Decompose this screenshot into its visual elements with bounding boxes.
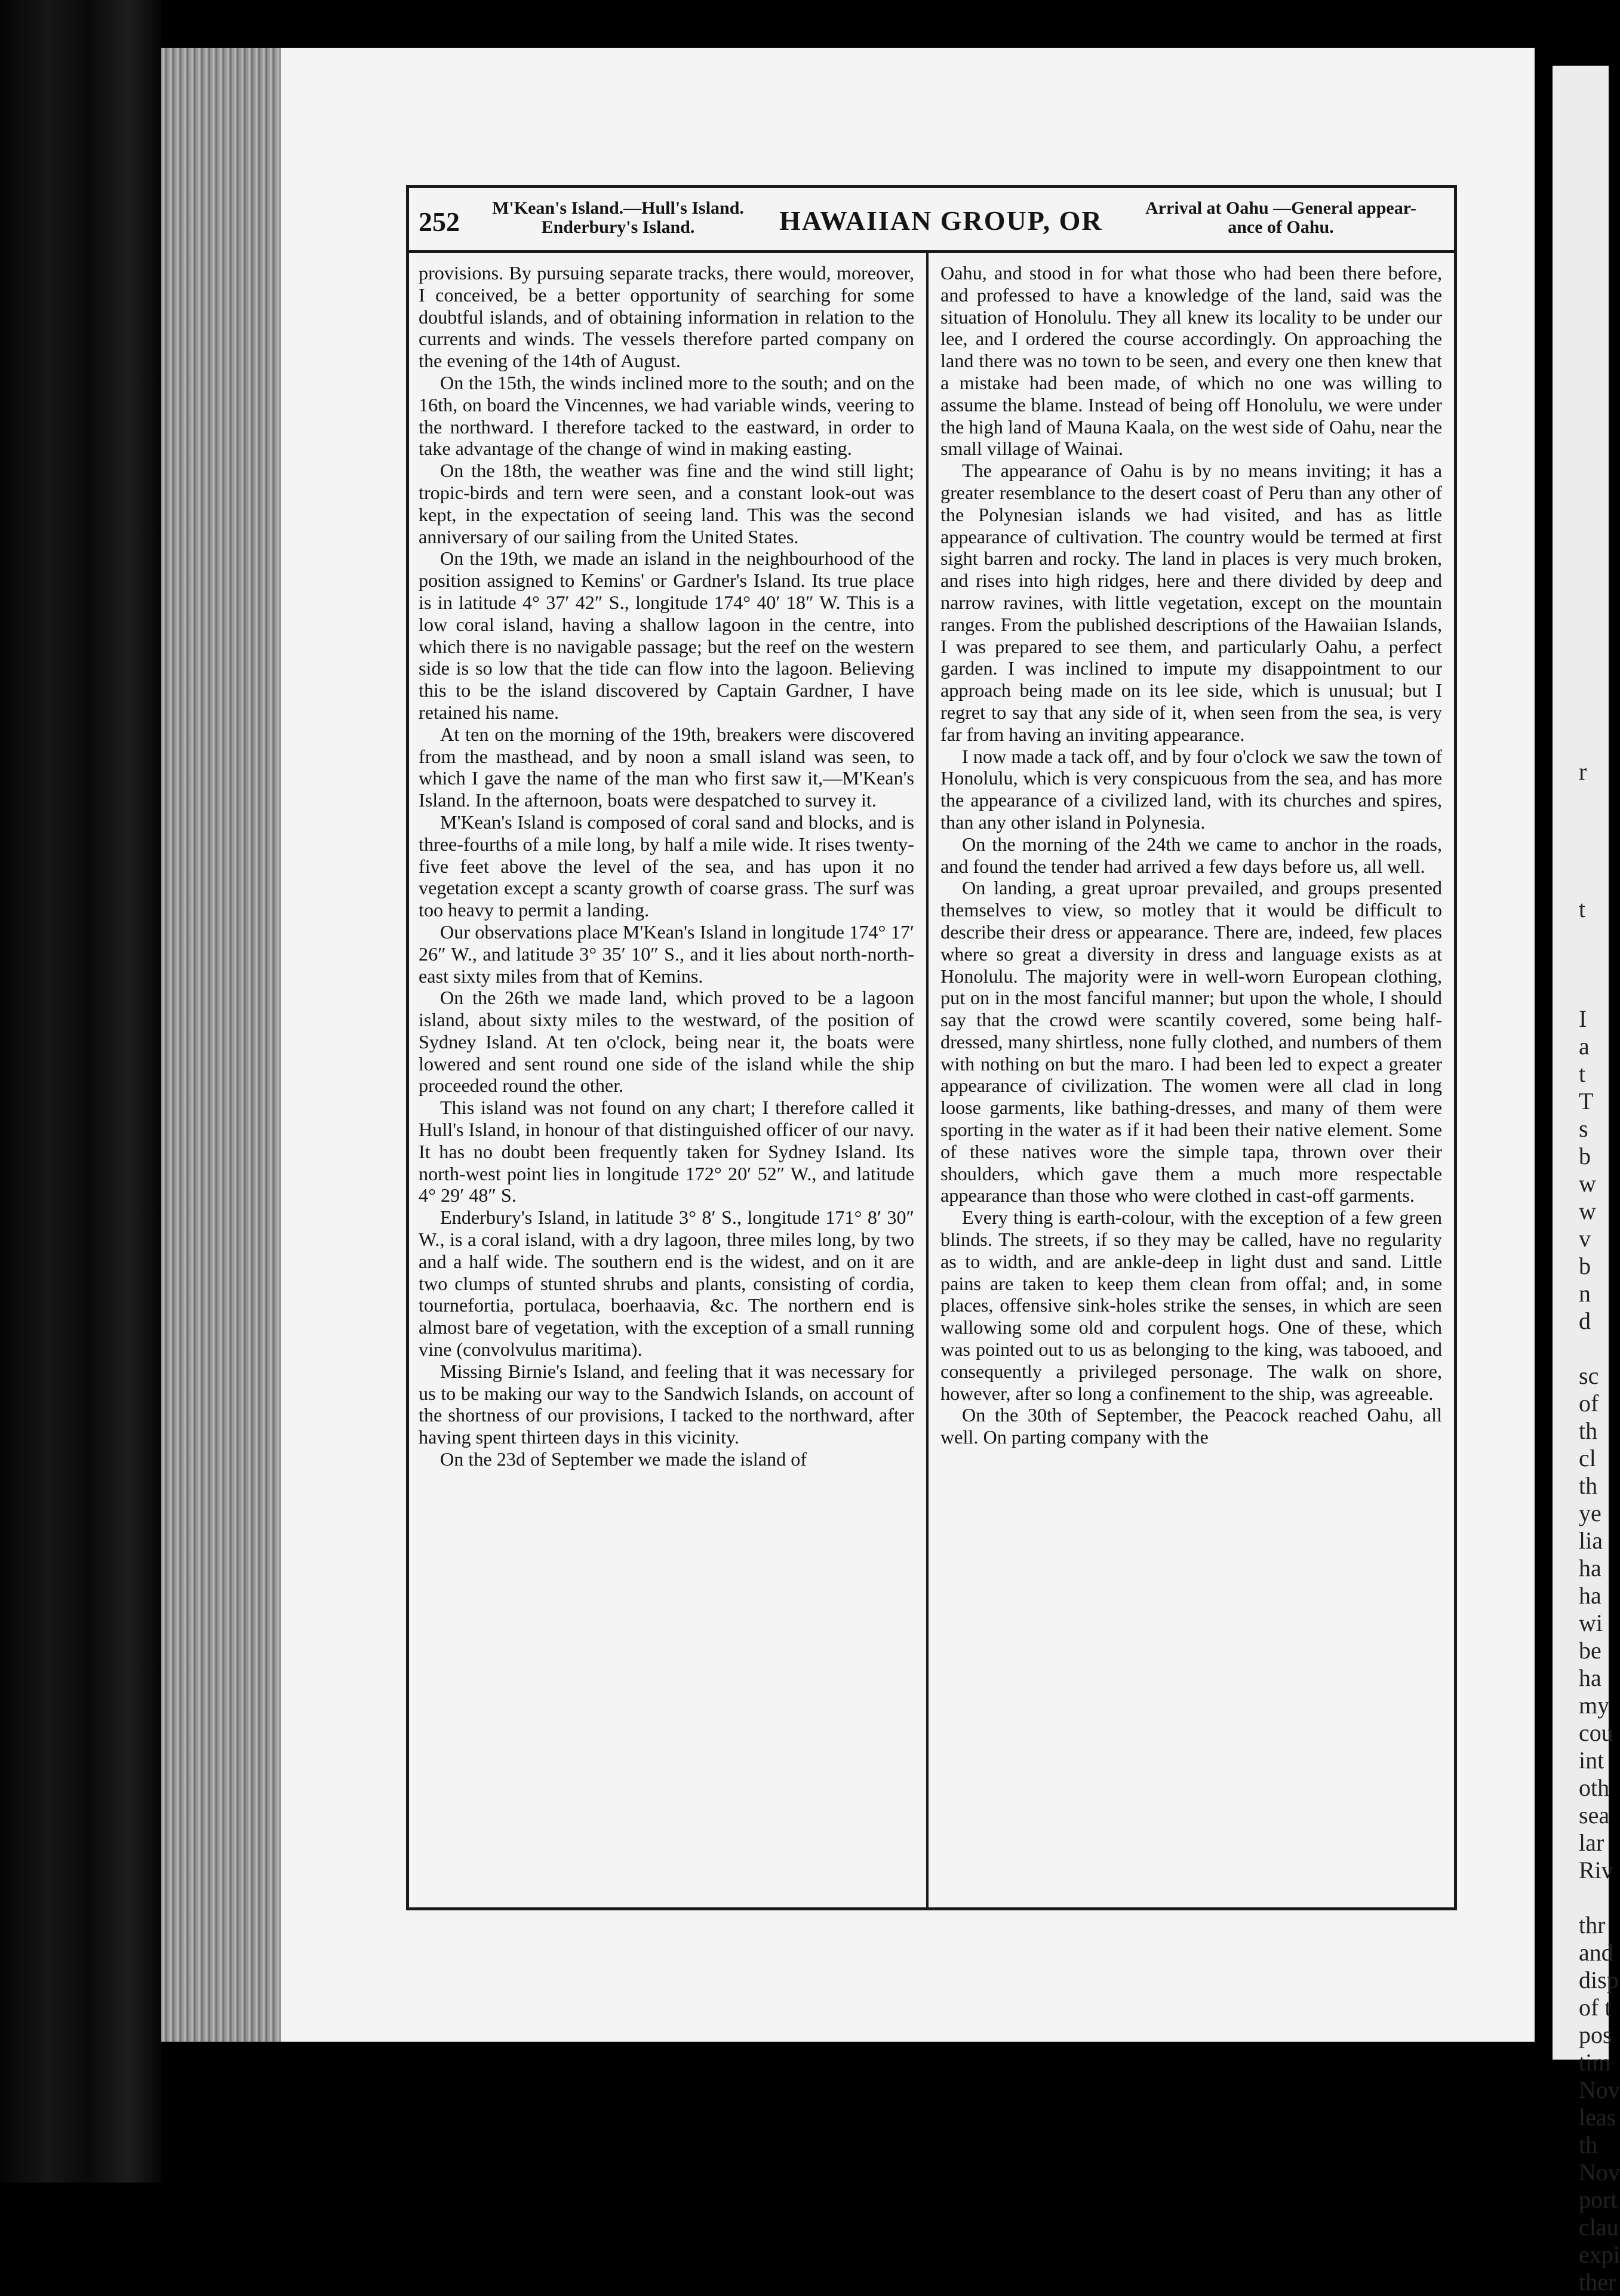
right-column (940, 262, 1442, 1448)
paragraph: Oahu, and stood in for what those who had been there before, and professed to have a knowledge of the land, said was the situation of Honolulu. They all knew its locality to be under our lee, and I ordered the course accordingly. On approaching the land there was no town to be seen, and every one then knew that a mistake had been made, of which no one was willing to assume the blame. Instead of being off Honolulu, we were under the high land of Mauna Kaala, on the west side of Oahu, near the small village of Wainai. (940, 262, 1442, 460)
left-side-heading (481, 199, 755, 237)
page-number: 252 (419, 207, 460, 237)
paragraph: On the 26th we made land, which proved to be a lagoon island, about sixty miles to the westward, of the position of Sydney Island. At ten o'clock, being near it, the boats were lowered and sent round one side of the island while the ship proceeded round the other. (419, 987, 914, 1097)
book-page (281, 48, 1535, 2042)
paragraph: On the 19th, we made an island in the neighbourhood of the position assigned to Kemins' or Gardner's Island. Its true place is in latitude 4° 37′ 42″ S., longitude 174° 40′ 18″ W. This is a low coral island, having a shallow lagoon in the centre, into which there is no navigable passage; but the reef on the western side is so low that the tide can flow into the lagoon. Believing this to be the island discovered by Captain Gardner, I have retained his name. (419, 547, 914, 723)
facing-page-fragments: r t I a t T s b w w v b n d sc of th cl th ye lia ha ha wi be ha my cou int oth sea lar Riv thr and disp of t pos tim Nov leas th Nov port clau expi ther (1579, 758, 1620, 2295)
paragraph: On the 23d of September we made the island of (440, 1448, 807, 1470)
paragraph: provisions. By pursuing separate tracks, there would, moreover, I conceived, be a better opportunity of searching for some doubtful islands, and of obtaining information in relation to the currents and winds. The vessels therefore parted company on the evening of the 14th of August. (419, 262, 914, 372)
facing-page-edge (1553, 66, 1620, 2295)
right-side-heading (1114, 199, 1448, 237)
paragraph: At ten on the morning of the 19th, breakers were discovered from the masthead, and by noon a small island was seen, to which I gave the name of the man who first saw it,—M'Kean's Island. In the afternoon, boats were despatched to survey it. (419, 723, 914, 811)
paragraph: I now made a tack off, and by four o'clock we saw the town of Honolulu, which is very conspicuous from the sea, and has more the appearance of a civilized land, with its churches and spires, than any other island in Polynesia. (940, 745, 1442, 833)
running-title: HAWAIIAN GROUP, OR (779, 205, 1103, 236)
paragraph: Our observations place M'Kean's Island in longitude 174° 17′ 26″ W., and latitude 3° 35′ 10″ S., and it lies about north-north-east sixty miles from that of Kemins. (419, 921, 914, 987)
paragraph: On the 15th, the winds inclined more to the south; and on the 16th, on board the Vincennes, we had variable winds, veering to the northward. I therefore tacked to the eastward, in order to take advantage of the change of wind in making easting. (419, 371, 914, 460)
column-rule (926, 253, 929, 1907)
book-binding (0, 0, 161, 2183)
paragraph: The appearance of Oahu is by no means inviting; it has a greater resemblance to the desert coast of Peru than any other of the Polynesian islands we had visited, and has as little appearance of cultivation. The country would be termed at first sight barren and rocky. The land in places is very much broken, and rises into high ridges, here and there divided by deep and narrow ravines, with little vegetation, except on the mountain ranges. From the published descriptions of the Hawaiian Islands, I was prepared to see them, and particularly Oahu, a perfect garden. I was inclined to impute my disappointment to our approach being made on its lee side, which is unusual; but I regret to say that any side of it, when seen from the sea, is very far from having an inviting appearance. (940, 460, 1442, 745)
paragraph: On landing, a great uproar prevailed, and groups presented themselves to view, so motley that it would be difficult to describe their dress or appearance. There are, indeed, few places where so great a diversity in dress and language exists as at Honolulu. The majority were in well-worn European clothing, put on in the most fanciful manner; but upon the whole, I should say that the crowd were scantily covered, some being half-dressed, many shirtless, none fully clothed, and numbers of them with nothing on but the maro. I had been led to expect a greater appearance of civilization. The women were all clad in long loose garments, like bathing-dresses, and many of them were sporting in the water as if it had been their native element. Some of these natives wore the simple tapa, thrown over their shoulders, which gave them a much more respectable appearance than those who were clothed in cast-off garments. (940, 877, 1442, 1207)
page-header (409, 188, 1454, 253)
paragraph: On the 30th of September, the Peacock reached Oahu, all well. On parting company with the (940, 1404, 1442, 1448)
paragraph: M'Kean's Island is composed of coral sand and blocks, and is three-fourths of a mile long, by half a mile wide. It rises twenty-five feet above the level of the sea, and has upon it no vegetation except a scanty growth of coarse grass. The surf was too heavy to permit a landing. (419, 811, 914, 921)
paragraph: Missing Birnie's Island, and feeling that it was necessary for us to be making our way to the Sandwich Islands, on account of the shortness of our provisions, I tacked to the northward, after having spent thirteen days in this vicinity. (419, 1360, 914, 1448)
paragraph: On the morning of the 24th we came to anchor in the roads, and found the tender had arrived a few days before us, all well. (940, 833, 1442, 877)
right-side-heading-line: Arrival at Oahu —General appear- (1145, 198, 1416, 218)
paragraph: On the 18th, the weather was fine and the wind still light; tropic-birds and tern were seen, and a constant look-out was kept, in the expectation of seeing land. This was the second anniversary of our sailing from the United States. (419, 460, 914, 547)
paragraph: Every thing is earth-colour, with the exception of a few green blinds. The streets, if so they may be called, have no regularity as to width, and are ankle-deep in light dust and sand. Little pains are taken to keep them clean from offal; and, in some places, offensive sink-holes strike the senses, in which are seen wallowing some old and corpulent hogs. One of these, which was pointed out to us as belonging to the king, was tabooed, and consequently a privileged personage. The walk on shore, however, after so long a confinement to the ship, was agreeable. (940, 1207, 1442, 1404)
left-side-heading-line: M'Kean's Island.—Hull's Island. (492, 198, 744, 218)
page-edges (161, 48, 281, 2042)
left-side-heading-line: Enderbury's Island. (541, 217, 695, 237)
paragraph: Enderbury's Island, in latitude 3° 8′ S., longitude 171° 8′ 30″ W., is a coral island, with a dry lagoon, three miles long, by two and a half wide. The southern end is the widest, and on it are two clumps of stunted shrubs and plants, consisting of cordia, tournefortia, portulaca, boerhaavia, &c. The northern end is almost bare of vegetation, with the exception of a small running vine (convolvulus maritima). (419, 1207, 914, 1361)
right-side-heading-line: ance of Oahu. (1228, 217, 1334, 237)
text-frame (406, 185, 1457, 1910)
left-column (419, 262, 914, 1470)
paragraph: This island was not found on any chart; I therefore called it Hull's Island, in honour of that distinguished officer of our navy. It has no doubt been frequently taken for Sydney Island. Its north-west point lies in longitude 172° 20′ 52″ W., and latitude 4° 29′ 48″ S. (419, 1097, 914, 1207)
